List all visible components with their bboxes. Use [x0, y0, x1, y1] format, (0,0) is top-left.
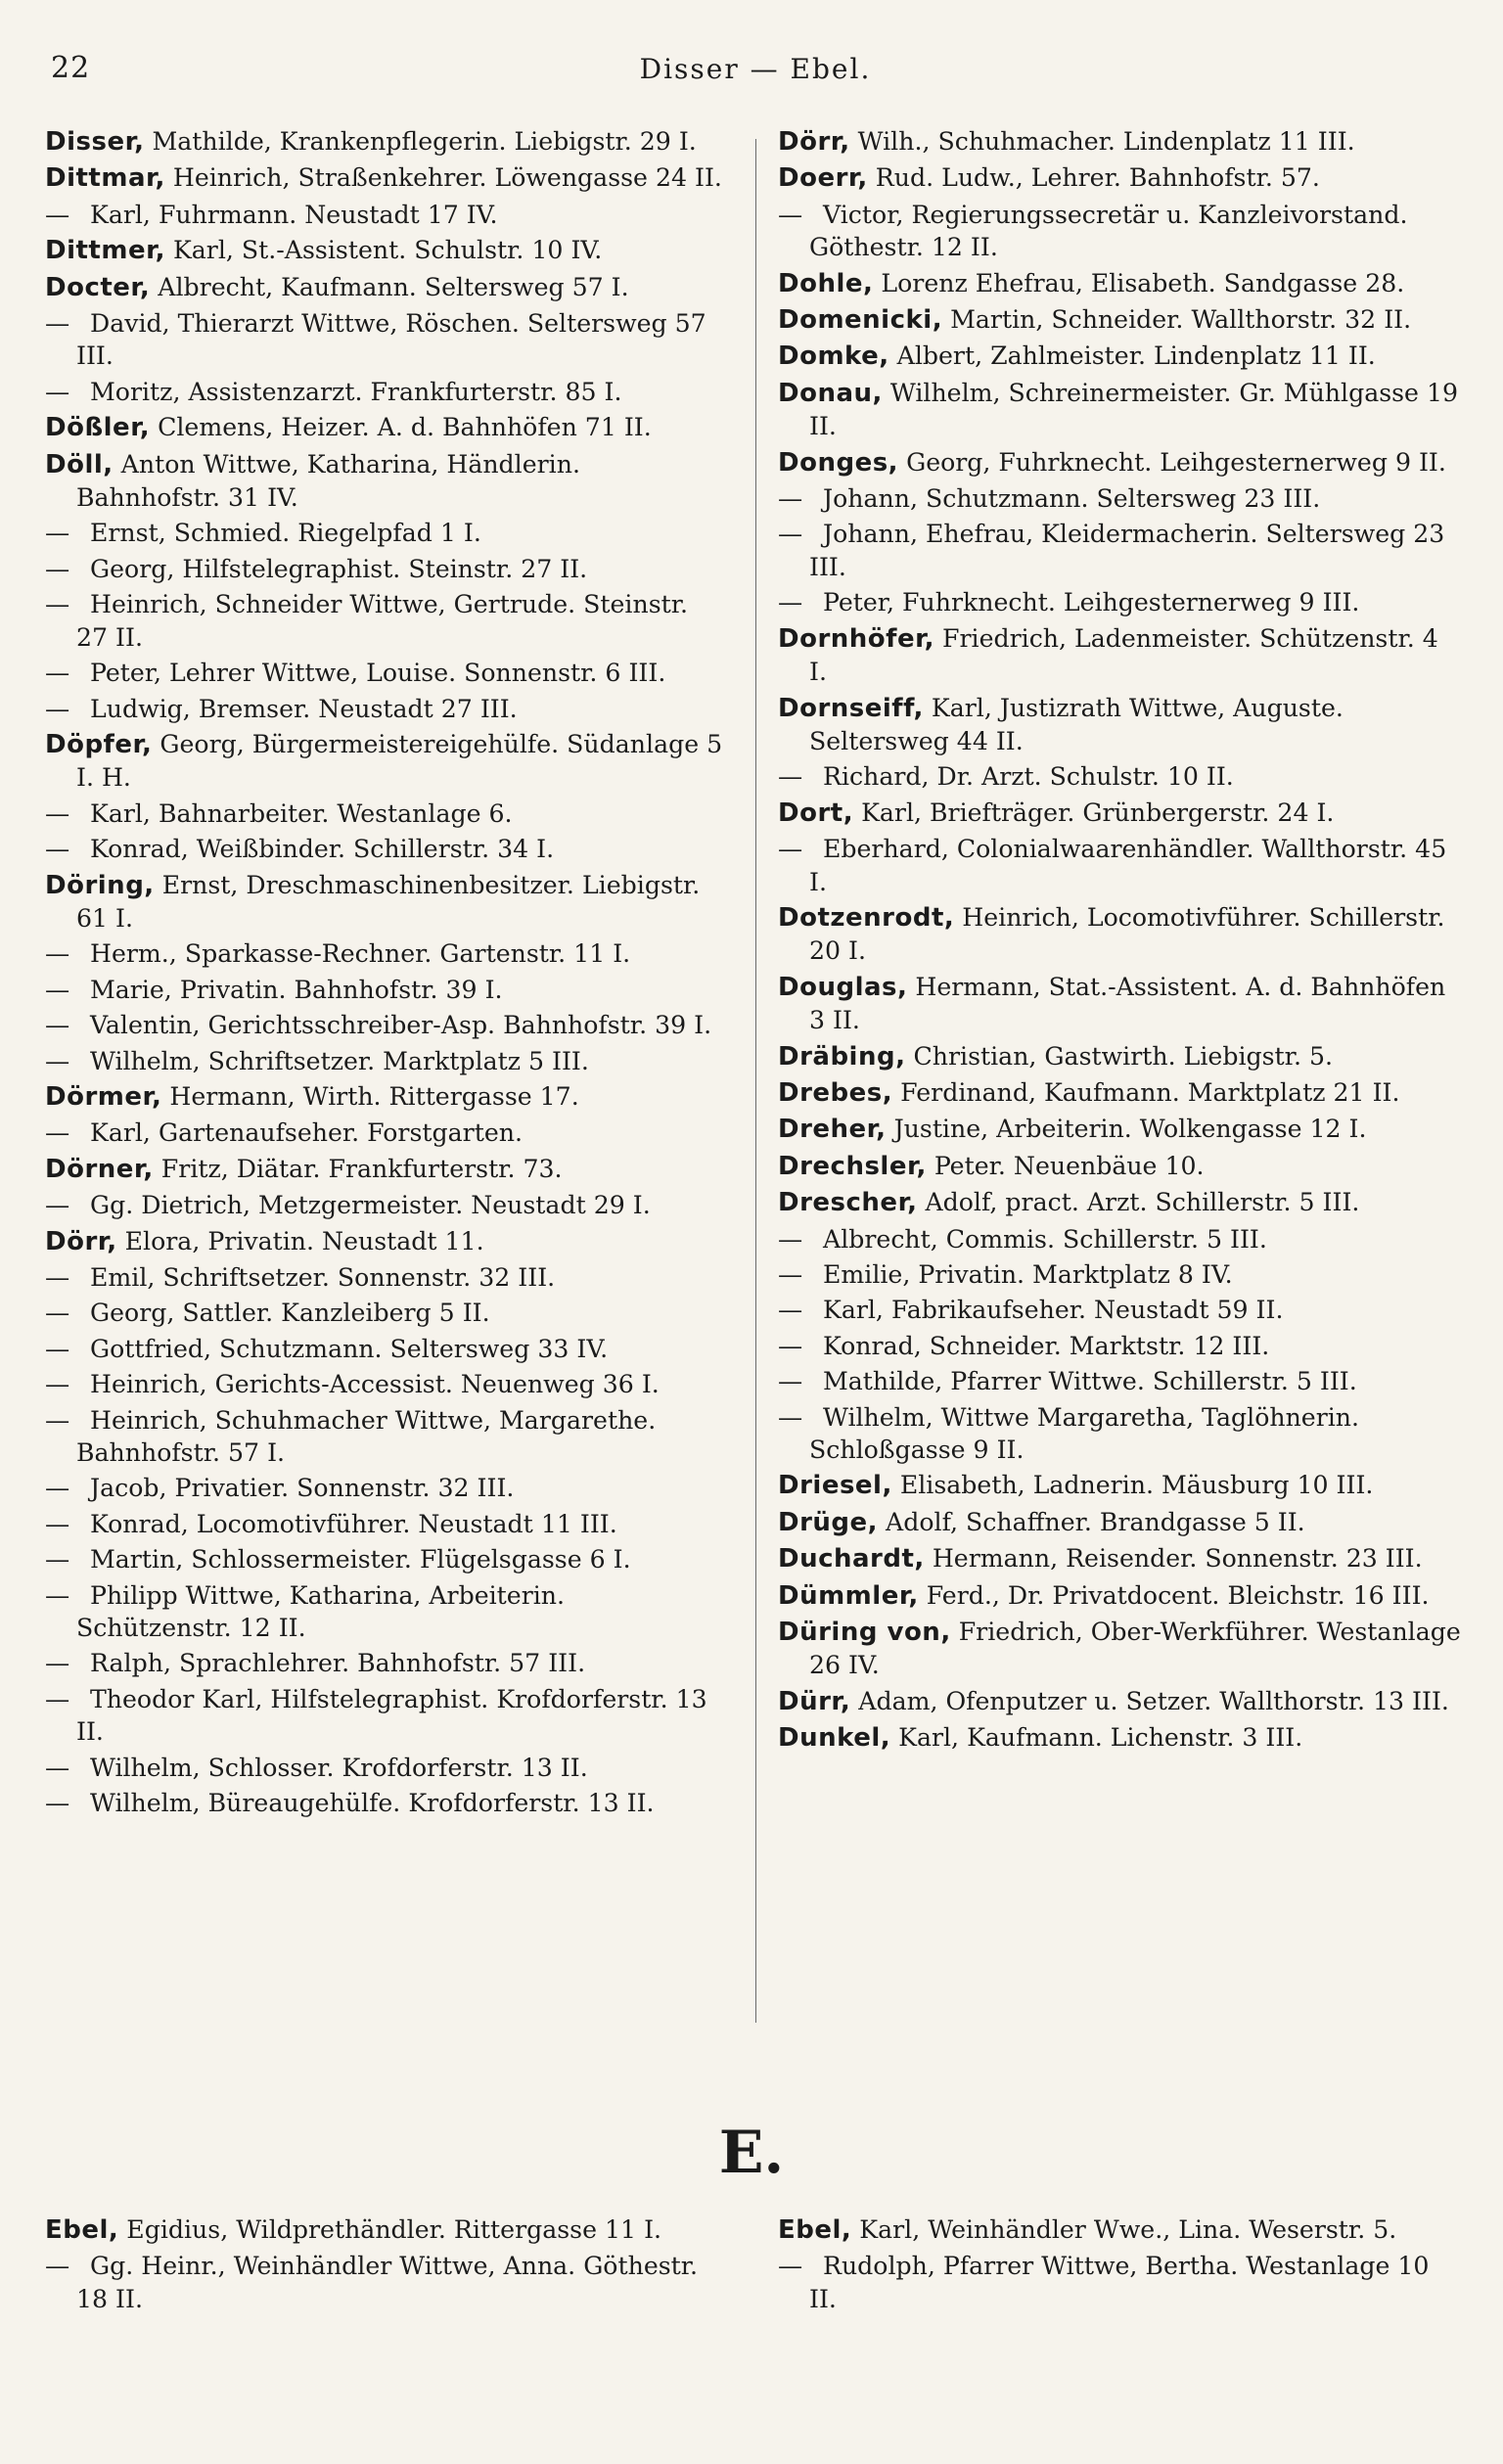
directory-entry [45, 1333, 726, 1365]
repeat-dash: — [45, 590, 70, 619]
entry-details: Johann, Schutzmann. Seltersweg 23 III. [823, 484, 1321, 514]
entry-details: Egidius, Wildprethändler. Rittergasse 11 I. [118, 2215, 662, 2244]
repeat-dash: — [45, 939, 70, 969]
entry-surname: Drescher, [778, 1188, 918, 1218]
directory-entry [778, 2213, 1463, 2247]
entry-surname: Ebel, [45, 2215, 119, 2245]
entry-details: Ernst, Dreschmaschinenbesitzer. Liebigstr. 61 I. [76, 870, 701, 933]
directory-entry [778, 2250, 1463, 2315]
entry-details: Emilie, Privatin. Marktplatz 8 IV. [823, 1260, 1233, 1289]
directory-entry [45, 1117, 726, 1149]
directory-entry [778, 125, 1463, 159]
entry-surname: Dößler, [45, 413, 151, 443]
repeat-dash: — [45, 1191, 70, 1220]
entry-details: Peter, Lehrer Wittwe, Louise. Sonnenstr. 6 III. [90, 659, 666, 688]
directory-entry [778, 692, 1463, 758]
entry-details: Rud. Ludw., Lehrer. Bahnhofstr. 57. [867, 163, 1320, 193]
entry-details: Karl, Fabrikaufseher. Neustadt 59 II. [823, 1296, 1284, 1325]
directory-entry [45, 1189, 726, 1221]
entry-details: Christian, Gastwirth. Liebigstr. 5. [905, 1041, 1333, 1071]
entry-surname: Dunkel, [778, 1723, 891, 1754]
entry-surname: Dornseiff, [778, 693, 924, 723]
directory-entry [45, 1787, 726, 1819]
left-column [45, 125, 726, 2058]
directory-entry [778, 1040, 1463, 1073]
entry-details: Hermann, Stat.-Assistent. A. d. Bahnhöfen 3 II. [809, 972, 1446, 1035]
directory-entry [778, 1186, 1463, 1219]
repeat-dash: — [45, 1370, 70, 1399]
directory-entry [45, 693, 726, 725]
directory-entry [45, 2250, 726, 2315]
entry-surname: Döll, [45, 449, 114, 479]
directory-entry [45, 307, 726, 373]
entry-details: Fritz, Diätar. Frankfurterstr. 73. [153, 1154, 563, 1183]
entry-details: Peter. Neuenbäue 10. [926, 1151, 1205, 1180]
entry-details: Albrecht, Commis. Schillerstr. 5 III. [823, 1224, 1267, 1254]
entry-details: Wilhelm, Schriftsetzer. Marktplatz 5 III. [90, 1046, 589, 1075]
entry-surname: Dotzenrodt, [778, 902, 955, 933]
directory-entry [45, 869, 726, 935]
entry-details: Heinrich, Schneider Wittwe, Gertrude. Steinstr. 27 II. [76, 590, 689, 652]
entry-details: Hermann, Wirth. Rittergasse 17. [161, 1081, 579, 1111]
entry-details: Elora, Privatin. Neustadt 11. [116, 1226, 484, 1255]
repeat-dash: — [778, 1331, 803, 1360]
directory-entry [45, 1543, 726, 1575]
directory-entry [778, 1579, 1463, 1613]
repeat-dash: — [45, 1011, 70, 1040]
directory-entry [45, 411, 726, 444]
entry-details: Herm., Sparkasse-Rechner. Gartenstr. 11 I. [90, 939, 631, 969]
entry-details: Martin, Schneider. Wallthorstr. 32 II. [942, 305, 1412, 335]
directory-entry [778, 1721, 1463, 1755]
entry-details: Konrad, Weißbinder. Schillerstr. 34 I. [90, 835, 555, 864]
entry-details: Moritz, Assistenzarzt. Frankfurterstr. 85 I. [90, 377, 622, 406]
directory-entry [778, 901, 1463, 968]
directory-entry [45, 199, 726, 231]
entry-details: Friedrich, Ober-Werkführer. Westanlage 26 IV. [809, 1618, 1461, 1680]
entry-details: Wilh., Schuhmacher. Lindenplatz 11 III. [849, 127, 1355, 156]
repeat-dash: — [45, 377, 70, 406]
entry-details: Adolf, Schaffner. Brandgasse 5 II. [878, 1507, 1305, 1536]
entry-details: Marie, Privatin. Bahnhofstr. 39 I. [90, 975, 503, 1004]
entry-details: Ralph, Sprachlehrer. Bahnhofstr. 57 III. [90, 1649, 586, 1678]
repeat-dash: — [778, 1296, 803, 1325]
running-head: Disser — Ebel. [639, 53, 872, 85]
directory-entry [45, 376, 726, 408]
directory-entry [778, 1616, 1463, 1682]
directory-entry [778, 1469, 1463, 1502]
repeat-dash: — [45, 554, 70, 583]
directory-entry [778, 1258, 1463, 1291]
entry-details: Lorenz Ehefrau, Elisabeth. Sandgasse 28. [873, 268, 1405, 297]
entry-details: Heinrich, Gerichts-Accessist. Neuenweg 36 I. [90, 1370, 660, 1399]
directory-entry [45, 125, 726, 159]
entry-details: Anton Wittwe, Katharina, Händlerin. Bahnhofstr. 31 IV. [76, 449, 580, 513]
directory-entry [778, 267, 1463, 300]
directory-entry [778, 1365, 1463, 1397]
entry-details: Rudolph, Pfarrer Wittwe, Bertha. Westanlage 10 II. [809, 2252, 1430, 2313]
directory-entry [45, 234, 726, 267]
entry-details: Gg. Heinr., Weinhändler Wittwe, Anna. Göthestr. 18 II. [76, 2252, 699, 2313]
entry-details: Philipp Wittwe, Katharina, Arbeiterin. Schützenstr. 12 II. [76, 1580, 566, 1643]
entry-details: Justine, Arbeiterin. Wolkengasse 12 I. [886, 1115, 1367, 1144]
entry-surname: Döring, [45, 870, 155, 900]
repeat-dash: — [45, 975, 70, 1004]
directory-entry [778, 586, 1463, 618]
entry-surname: Dörner, [45, 1154, 154, 1184]
entry-details: Martin, Schlossermeister. Flügelsgasse 6 I. [90, 1545, 631, 1574]
repeat-dash: — [45, 519, 70, 548]
entry-surname: Dohle, [778, 268, 874, 298]
directory-entry [778, 1330, 1463, 1362]
directory-entry [778, 1150, 1463, 1183]
entry-details: Gottfried, Schutzmann. Seltersweg 33 IV. [90, 1334, 609, 1363]
directory-entry [778, 482, 1463, 515]
entry-details: Albrecht, Kaufmann. Seltersweg 57 I. [150, 272, 629, 301]
directory-entry [45, 1368, 726, 1400]
entry-details: Wilhelm, Büreaugehülfe. Krofdorferstr. 13 II. [90, 1789, 655, 1818]
repeat-dash: — [778, 1367, 803, 1396]
entry-surname: Douglas, [778, 972, 908, 1002]
entry-surname: Dörr, [778, 127, 850, 157]
repeat-dash: — [45, 1509, 70, 1538]
entry-details: Karl, St.-Assistent. Schulstr. 10 IV. [164, 236, 603, 265]
directory-entry [778, 161, 1463, 195]
entry-details: Ludwig, Bremser. Neustadt 27 III. [90, 694, 518, 723]
repeat-dash: — [45, 1334, 70, 1363]
directory-entry [45, 553, 726, 585]
bottom-right-column [778, 2213, 1463, 2331]
right-column [778, 125, 1463, 2058]
directory-entry [778, 1542, 1463, 1575]
repeat-dash: — [45, 659, 70, 688]
repeat-dash: — [45, 200, 70, 229]
entry-details: Georg, Fuhrknecht. Leihgesternerweg 9 II. [898, 447, 1446, 477]
directory-entry [45, 2213, 726, 2247]
repeat-dash: — [45, 799, 70, 828]
entry-surname: Disser, [45, 127, 145, 157]
entry-details: Karl, Kaufmann. Lichenstr. 3 III. [890, 1723, 1303, 1753]
repeat-dash: — [778, 835, 803, 864]
entry-details: Theodor Karl, Hilfstelegraphist. Krofdorferstr. 13 II. [76, 1684, 707, 1747]
repeat-dash: — [45, 1789, 70, 1818]
entry-surname: Driesel, [778, 1471, 892, 1501]
repeat-dash: — [778, 1260, 803, 1289]
repeat-dash: — [778, 2252, 803, 2281]
directory-entry [778, 833, 1463, 898]
directory-entry [45, 728, 726, 795]
entry-details: Konrad, Locomotivführer. Neustadt 11 III. [90, 1509, 617, 1538]
directory-entry [45, 1647, 726, 1679]
directory-entry [45, 937, 726, 970]
directory-entry [45, 1080, 726, 1114]
entry-surname: Duchardt, [778, 1544, 925, 1574]
entry-details: Johann, Ehefrau, Kleidermacherin. Seltersweg 23 III. [809, 520, 1445, 581]
entry-details: David, Thierarzt Wittwe, Röschen. Seltersweg 57 III. [76, 309, 706, 371]
directory-entry [45, 974, 726, 1006]
directory-entry [778, 971, 1463, 1037]
entry-details: Heinrich, Locomotivführer. Schillerstr. 20 I. [809, 902, 1445, 966]
entry-surname: Drechsler, [778, 1151, 927, 1181]
directory-entry [45, 798, 726, 830]
section-letter: E. [718, 2119, 785, 2187]
repeat-dash: — [778, 1224, 803, 1254]
entry-details: Clemens, Heizer. A. d. Bahnhöfen 71 II. [150, 413, 652, 442]
directory-entry [45, 448, 726, 515]
directory-entry [45, 588, 726, 654]
entry-details: Karl, Justizrath Wittwe, Auguste. Seltersweg 44 II. [809, 693, 1344, 755]
entry-details: Wilhelm, Schlosser. Krofdorferstr. 13 II. [90, 1753, 588, 1782]
directory-entry [45, 1045, 726, 1077]
directory-entry [45, 1472, 726, 1504]
entry-details: Gg. Dietrich, Metzgermeister. Neustadt 29 I. [90, 1191, 651, 1220]
repeat-dash: — [45, 1299, 70, 1328]
entry-surname: Domke, [778, 342, 889, 372]
entry-details: Eberhard, Colonialwaarenhändler. Wallthorstr. 45 I. [809, 835, 1447, 896]
entry-details: Karl, Bahnarbeiter. Westanlage 6. [90, 799, 513, 828]
entry-details: Georg, Sattler. Kanzleiberg 5 II. [90, 1299, 490, 1328]
directory-entry [778, 518, 1463, 583]
directory-entry [45, 161, 726, 195]
entry-surname: Dort, [778, 798, 854, 828]
directory-entry [45, 1153, 726, 1186]
entry-surname: Dittmar, [45, 163, 165, 194]
directory-entry [778, 340, 1463, 373]
repeat-dash: — [45, 1684, 70, 1713]
entry-details: Karl, Weinhändler Wwe., Lina. Weserstr. 5. [851, 2215, 1397, 2244]
page-number: 22 [51, 51, 91, 85]
entry-details: Georg, Bürgermeistereigehülfe. Südanlage 5 I. H. [76, 729, 723, 793]
repeat-dash: — [45, 1118, 70, 1148]
repeat-dash: — [778, 484, 803, 514]
directory-entry [778, 1685, 1463, 1718]
entry-surname: Dörmer, [45, 1081, 162, 1112]
repeat-dash: — [45, 1474, 70, 1503]
entry-details: Ernst, Schmied. Riegelpfad 1 I. [90, 519, 481, 548]
page-header [51, 51, 1460, 90]
entry-details: Jacob, Privatier. Sonnenstr. 32 III. [90, 1474, 515, 1503]
entry-details: Georg, Hilfstelegraphist. Steinstr. 27 II. [90, 554, 588, 583]
entry-details: Karl, Briefträger. Grünbergerstr. 24 I. [853, 798, 1335, 827]
repeat-dash: — [45, 1649, 70, 1678]
entry-surname: Dittmer, [45, 236, 165, 266]
repeat-dash: — [45, 1753, 70, 1782]
entry-details: Peter, Fuhrknecht. Leihgesternerweg 9 III. [823, 588, 1360, 617]
repeat-dash: — [45, 1580, 70, 1610]
entry-details: Mathilde, Krankenpflegerin. Liebigstr. 29 I. [144, 127, 697, 156]
entry-surname: Domenicki, [778, 305, 943, 336]
entry-surname: Donau, [778, 378, 883, 408]
repeat-dash: — [45, 1263, 70, 1292]
entry-surname: Döpfer, [45, 729, 153, 759]
entry-details: Heinrich, Straßenkehrer. Löwengasse 24 II. [164, 163, 722, 193]
entry-details: Elisabeth, Ladnerin. Mäusburg 10 III. [891, 1471, 1374, 1500]
entry-surname: Donges, [778, 447, 899, 478]
entry-surname: Düring von, [778, 1618, 951, 1648]
directory-entry [778, 377, 1463, 443]
directory-entry [45, 1579, 726, 1645]
entry-details: Heinrich, Schuhmacher Wittwe, Margarethe. Bahnhofstr. 57 I. [76, 1405, 657, 1468]
repeat-dash: — [45, 309, 70, 339]
directory-entry [45, 271, 726, 304]
directory-entry [778, 199, 1463, 264]
directory-entry [45, 1752, 726, 1784]
entry-surname: Dreher, [778, 1115, 887, 1145]
entry-details: Richard, Dr. Arzt. Schulstr. 10 II. [823, 762, 1234, 792]
repeat-dash: — [778, 1402, 803, 1432]
entry-details: Hermann, Reisender. Sonnenstr. 23 III. [924, 1544, 1423, 1574]
entry-details: Adam, Ofenputzer u. Setzer. Wallthorstr. 13 III. [850, 1686, 1449, 1715]
entry-details: Wilhelm, Schreinermeister. Gr. Mühlgasse 19 II. [809, 378, 1459, 441]
entry-surname: Dümmler, [778, 1580, 919, 1611]
entry-details: Konrad, Schneider. Marktstr. 12 III. [823, 1331, 1270, 1360]
repeat-dash: — [45, 835, 70, 864]
entry-surname: Dornhöfer, [778, 623, 934, 654]
directory-entry [778, 446, 1463, 479]
directory-entry [45, 1683, 726, 1749]
bottom-left-column [45, 2213, 726, 2331]
directory-entry [778, 1294, 1463, 1326]
directory-entry [45, 1297, 726, 1329]
directory-entry [45, 1404, 726, 1470]
directory-entry [778, 760, 1463, 793]
directory-entry [778, 303, 1463, 337]
repeat-dash: — [45, 1545, 70, 1574]
repeat-dash: — [45, 1405, 70, 1435]
entry-surname: Drüge, [778, 1507, 879, 1537]
directory-entry [45, 1225, 726, 1258]
directory-entry [778, 622, 1463, 689]
entry-details: Karl, Fuhrmann. Neustadt 17 IV. [90, 200, 498, 229]
repeat-dash: — [45, 2252, 70, 2281]
entry-details: Friedrich, Ladenmeister. Schützenstr. 4 I. [809, 623, 1438, 687]
repeat-dash: — [778, 588, 803, 617]
entry-details: Wilhelm, Wittwe Margaretha, Taglöhnerin. Schloßgasse 9 II. [809, 1402, 1360, 1465]
directory-entry [45, 1508, 726, 1540]
directory-entry [45, 657, 726, 689]
entry-surname: Ebel, [778, 2215, 852, 2245]
directory-entry [778, 1076, 1463, 1110]
repeat-dash: — [45, 1046, 70, 1075]
directory-entry [45, 517, 726, 549]
repeat-dash: — [778, 200, 803, 229]
entry-details: Karl, Gartenaufseher. Forstgarten. [90, 1118, 523, 1148]
repeat-dash: — [778, 762, 803, 792]
entry-surname: Doerr, [778, 163, 868, 194]
entry-details: Ferdinand, Kaufmann. Marktplatz 21 II. [892, 1077, 1400, 1107]
entry-surname: Dräbing, [778, 1041, 906, 1072]
entry-details: Mathilde, Pfarrer Wittwe. Schillerstr. 5 III. [823, 1367, 1357, 1396]
directory-entry [45, 833, 726, 865]
directory-entry [778, 1401, 1463, 1467]
directory-entry [778, 1113, 1463, 1146]
directory-entry [45, 1261, 726, 1294]
entry-surname: Dörr, [45, 1226, 117, 1256]
column-divider [755, 139, 756, 2023]
entry-surname: Drebes, [778, 1077, 893, 1108]
entry-details: Valentin, Gerichtsschreiber-Asp. Bahnhofstr. 39 I. [90, 1011, 712, 1040]
directory-entry [778, 797, 1463, 830]
directory-entry [45, 1009, 726, 1041]
directory-entry [778, 1223, 1463, 1255]
entry-details: Ferd., Dr. Privatdocent. Bleichstr. 16 III. [918, 1580, 1430, 1610]
entry-details: Albert, Zahlmeister. Lindenplatz 11 II. [888, 342, 1376, 371]
directory-entry [778, 1506, 1463, 1539]
entry-details: Adolf, pract. Arzt. Schillerstr. 5 III. [917, 1188, 1360, 1217]
repeat-dash: — [45, 694, 70, 723]
entry-details: Emil, Schriftsetzer. Sonnenstr. 32 III. [90, 1263, 556, 1292]
repeat-dash: — [778, 520, 803, 549]
entry-surname: Docter, [45, 272, 151, 302]
entry-details: Victor, Regierungssecretär u. Kanzleivorstand. Göthestr. 12 II. [809, 200, 1408, 262]
entry-surname: Dürr, [778, 1686, 851, 1716]
